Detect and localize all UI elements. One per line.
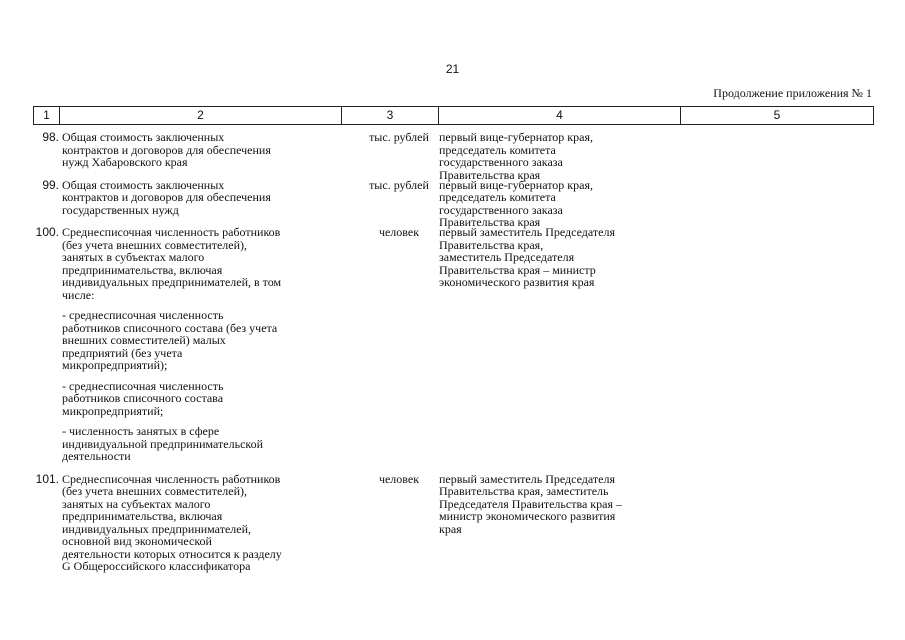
col-header-1: 1: [34, 107, 60, 125]
responsible-line: первый заместитель Председателя: [439, 471, 615, 486]
sub-indicator-line: деятельности: [62, 449, 131, 463]
indicator-name-line: Общая стоимость заключенных: [62, 177, 225, 192]
indicator-name-line: занятых на субъектах малого: [62, 496, 211, 511]
unit-of-measure: человек: [378, 471, 420, 486]
indicator-name: [62, 131, 352, 169]
responsible-line: Председателя Правительства края –: [439, 496, 622, 511]
sub-indicator-line: - среднесписочная численность: [62, 308, 224, 322]
sub-indicator-line: микропредприятий);: [62, 358, 168, 372]
sub-indicator-line: работников списочного состава: [62, 391, 224, 405]
responsible-official: [439, 131, 689, 181]
responsible-line: Правительства края – министр: [439, 262, 596, 277]
responsible-official: [439, 473, 689, 536]
indicator-name: [62, 179, 352, 217]
col-header-4: 4: [439, 107, 681, 125]
responsible-official: [439, 226, 689, 289]
indicator-name-line: (без учета внешних совместителей),: [62, 484, 248, 498]
indicator-name: [62, 226, 352, 463]
unit-of-measure: тыс. рублей: [369, 177, 429, 192]
responsible-line: министр экономического развития: [439, 509, 616, 523]
indicator-name-line: предпринимательства, включая: [62, 262, 223, 277]
responsible-line: государственного заказа: [439, 202, 563, 217]
responsible-line: государственного заказа: [439, 155, 563, 169]
sub-indicator-line: индивидуальной предпринимательской: [62, 436, 264, 451]
responsible-line: первый вице-губернатор края,: [439, 130, 593, 144]
indicator-name-line: индивидуальных предпринимателей, в том: [62, 275, 282, 289]
page-number: 21: [445, 62, 460, 76]
indicator-name-line: предпринимательства, включая: [62, 509, 223, 523]
unit-of-measure: человек: [378, 225, 420, 239]
responsible-line: председатель комитета: [439, 190, 556, 204]
row-number: 99.: [42, 177, 59, 192]
responsible-line: заместитель Председателя: [439, 250, 575, 264]
responsible-line: Правительства края: [439, 215, 541, 229]
row-number: 98.: [42, 130, 59, 144]
header-row: [34, 107, 874, 125]
col-header-2: 2: [60, 107, 342, 125]
indicator-name-line: индивидуальных предпринимателей,: [62, 521, 251, 536]
table-row: [33, 177, 873, 229]
col-header-5: 5: [681, 107, 874, 125]
responsible-line: края: [439, 521, 462, 536]
sub-indicator-line: работников списочного состава (без учета: [62, 320, 278, 335]
sub-indicator-line: микропредприятий;: [62, 403, 164, 418]
sub-indicator: [62, 425, 352, 463]
indicator-name-line: контрактов и договоров для обеспечения: [62, 142, 271, 157]
indicator-name-line: числе:: [62, 287, 95, 302]
responsible-official: [439, 179, 689, 229]
responsible-line: первый заместитель Председателя: [439, 225, 615, 239]
indicator-name-line: Общая стоимость заключенных: [62, 130, 225, 144]
table-row: [33, 226, 873, 463]
sub-indicator-line: предприятий (без учета: [62, 345, 183, 360]
indicator-name-line: G Общероссийского классификатора: [62, 559, 251, 573]
continuation-note: Продолжение приложения № 1: [713, 86, 872, 100]
indicator-name-line: занятых в субъектах малого: [62, 250, 205, 264]
sub-indicator: [62, 309, 352, 372]
table-row: [33, 473, 873, 573]
responsible-line: Правительства края: [439, 167, 541, 182]
indicator-name-line: Среднесписочная численность работников: [62, 225, 281, 239]
responsible-line: Правительства края,: [439, 237, 544, 252]
responsible-line: первый вице-губернатор края,: [439, 177, 593, 192]
indicator-name-line: основной вид экономической: [62, 534, 212, 548]
responsible-line: экономического развития края: [439, 275, 595, 289]
sub-indicator-line: - численность занятых в сфере: [62, 424, 220, 438]
responsible-line: Правительства края, заместитель: [439, 484, 609, 498]
indicator-name-line: деятельности которых относится к разделу: [62, 546, 282, 561]
sub-indicator-line: - среднесписочная численность: [62, 378, 224, 393]
indicator-name-line: (без учета внешних совместителей),: [62, 237, 248, 252]
indicator-name-line: государственных нужд: [62, 202, 179, 217]
indicator-name: [62, 473, 352, 573]
table-row: [33, 130, 873, 182]
column-header-table: [33, 106, 874, 125]
col-header-3: 3: [342, 107, 439, 125]
indicator-name-line: контрактов и договоров для обеспечения: [62, 190, 271, 204]
indicator-name-line: нужд Хабаровского края: [62, 155, 188, 169]
unit-of-measure: тыс. рублей: [369, 130, 429, 144]
row-number: 100.: [35, 225, 59, 239]
responsible-line: председатель комитета: [439, 142, 556, 157]
row-number: 101.: [35, 471, 59, 486]
indicator-rows: [33, 131, 873, 583]
indicator-name-line: Среднесписочная численность работников: [62, 471, 281, 486]
sub-indicator-line: внешних совместителей) малых: [62, 333, 226, 347]
sub-indicator: [62, 380, 352, 418]
